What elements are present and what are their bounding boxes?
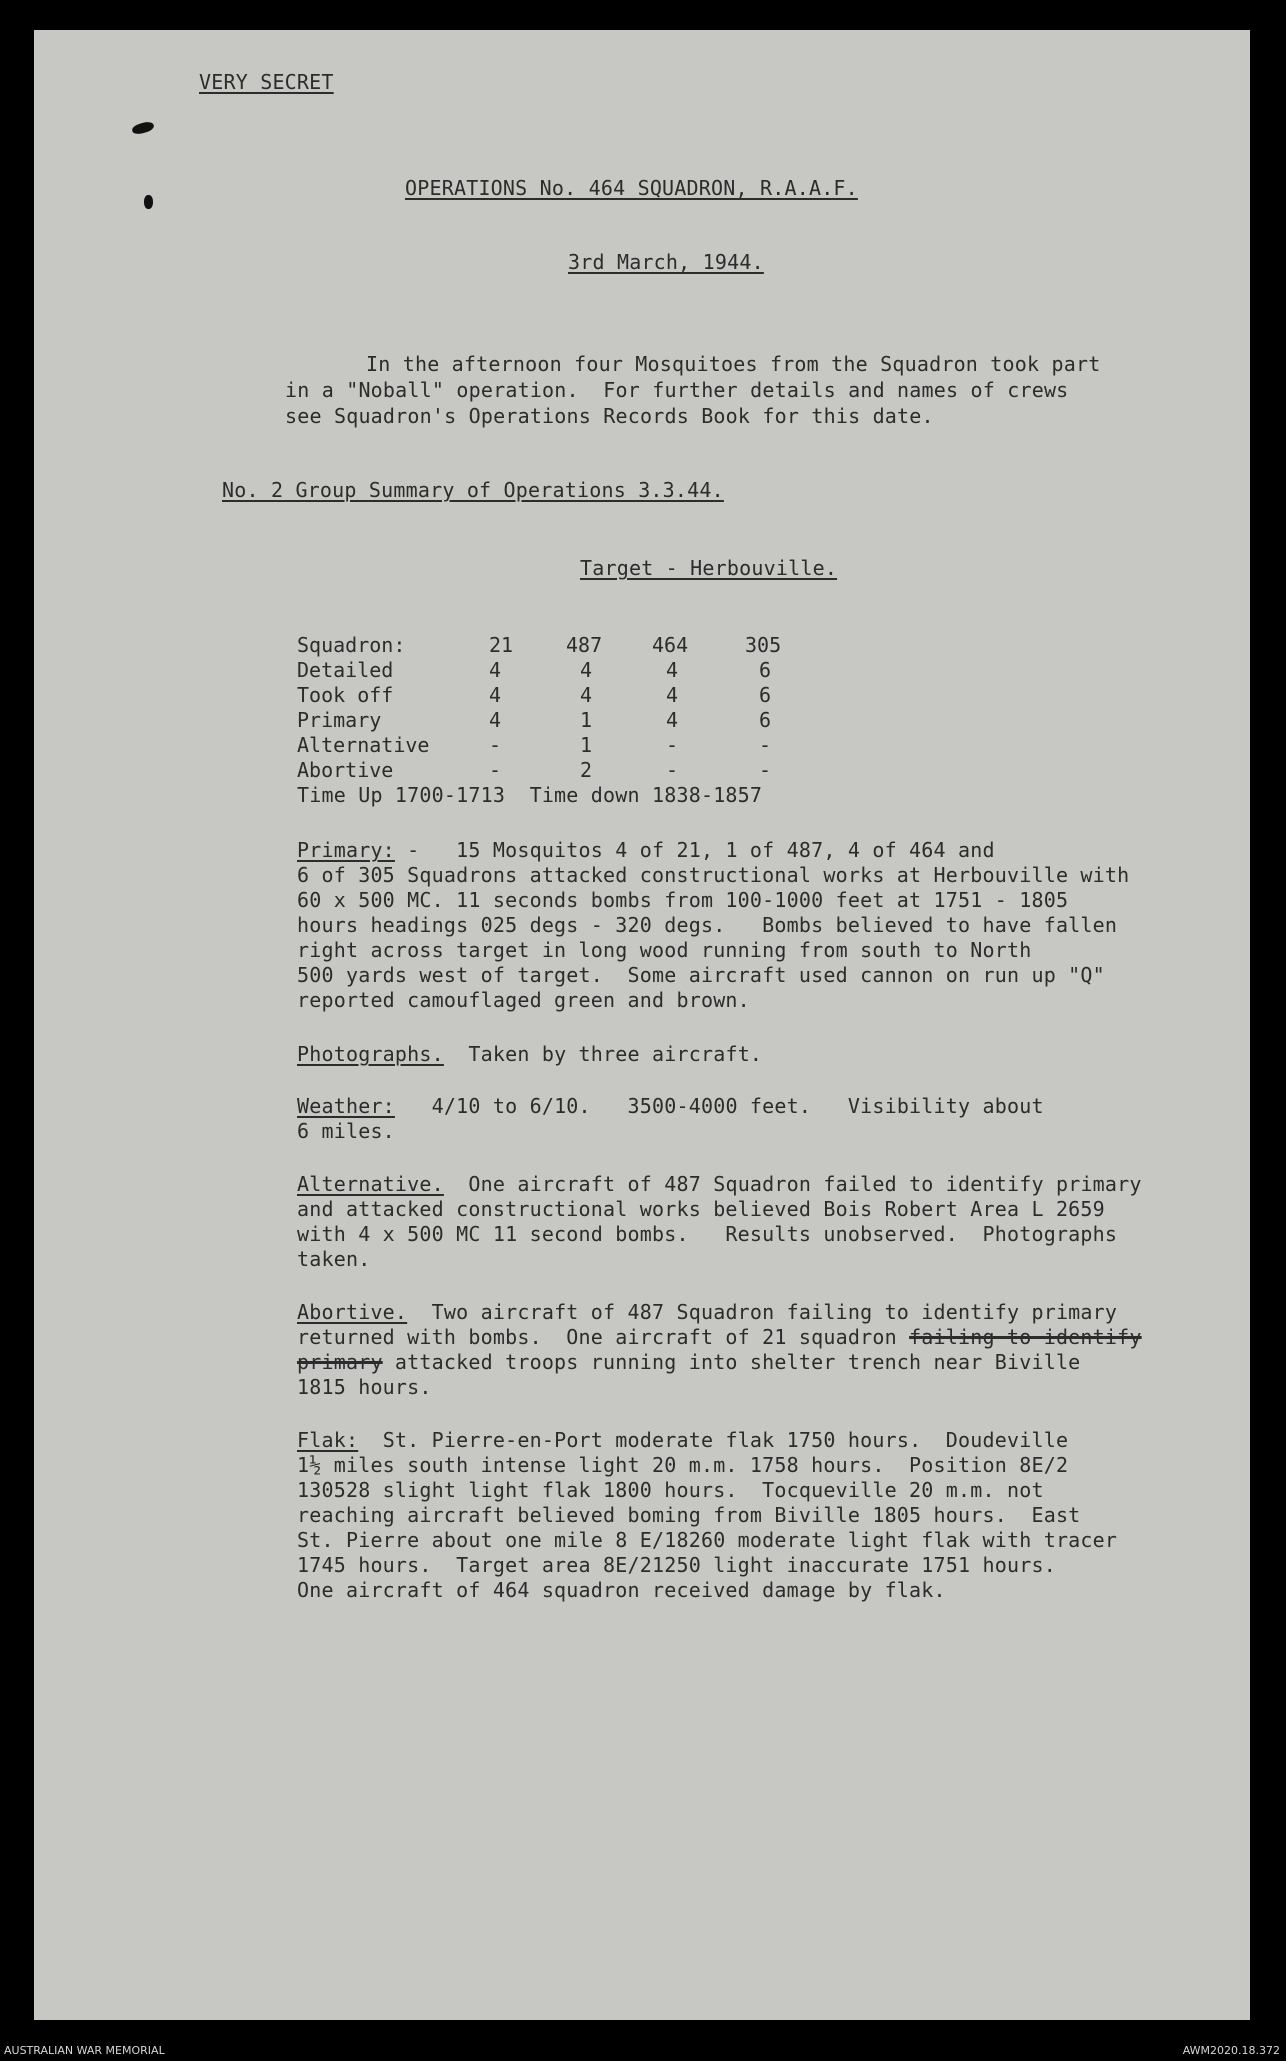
abortive-line-3 [297, 1350, 1080, 1375]
abortive-section [297, 1300, 1117, 1325]
row-label: Squadron: [297, 633, 406, 657]
cell: 6 [759, 708, 772, 732]
alternative-line-2: and attacked constructional works believed Bois Robert Area L 2659 [297, 1197, 1105, 1221]
abortive-line-2-text: returned with bombs. One aircraft of 21 squadron [297, 1325, 910, 1349]
abortive-line-4: 1815 hours. [297, 1375, 432, 1399]
punch-mark-bottom [144, 195, 153, 209]
summary-heading: No. 2 Group Summary of Operations 3.3.44. [222, 478, 724, 502]
cell: 4 [580, 658, 593, 682]
weather-line-2: 6 miles. [297, 1119, 395, 1143]
cell: 1 [580, 733, 593, 757]
target-heading: Target - Herbouville. [580, 556, 838, 580]
primary-line-7: reported camouflaged green and brown. [297, 988, 750, 1012]
intro-line-2: in a "Noball" operation. For further details and names of crews [285, 378, 1069, 402]
primary-line-4: hours headings 025 degs - 320 degs. Bombs believed to have fallen [297, 913, 1118, 937]
cell: 4 [580, 683, 593, 707]
flak-section [297, 1428, 1068, 1453]
cell: 305 [745, 633, 782, 657]
cell: 464 [652, 633, 689, 657]
cell: 6 [759, 658, 772, 682]
flak-line-7: One aircraft of 464 squadron received damage by flak. [297, 1578, 946, 1602]
flak-line-3: 130528 slight light flak 1800 hours. Tocqueville 20 m.m. not [297, 1478, 1044, 1502]
classification-label: VERY SECRET [199, 70, 334, 94]
cell: 4 [666, 683, 679, 707]
footer-left: AUSTRALIAN WAR MEMORIAL [4, 2044, 165, 2057]
flak-line-6: 1745 hours. Target area 8E/21250 light inaccurate 1751 hours. [297, 1553, 1056, 1577]
primary-heading: Primary: [297, 838, 395, 862]
alternative-heading: Alternative. [297, 1172, 444, 1196]
page-title: OPERATIONS No. 464 SQUADRON, R.A.A.F. [405, 176, 858, 200]
alternative-line-4: taken. [297, 1247, 371, 1271]
photographs-text: Taken by three aircraft. [443, 1042, 763, 1066]
cell: 4 [666, 658, 679, 682]
struck-through-text: failing to identify [909, 1325, 1142, 1349]
cell: 6 [759, 683, 772, 707]
document-date: 3rd March, 1944. [568, 250, 764, 274]
abortive-line-1: Two aircraft of 487 Squadron failing to identify primary [407, 1300, 1118, 1324]
primary-section [297, 838, 995, 863]
cell: 4 [666, 708, 679, 732]
cell: 487 [566, 633, 603, 657]
flak-line-4: reaching aircraft believed boming from Biville 1805 hours. East [297, 1503, 1081, 1527]
photographs-section [297, 1042, 762, 1067]
cell: - [666, 733, 679, 757]
primary-line-3: 60 x 500 MC. 11 seconds bombs from 100-1000 feet at 1751 - 1805 [297, 888, 1069, 912]
intro-line-1: In the afternoon four Mosquitoes from the Squadron took part [366, 352, 1101, 376]
flak-line-1: St. Pierre-en-Port moderate flak 1750 hours. Doudeville [358, 1428, 1069, 1452]
alternative-line-1: One aircraft of 487 Squadron failed to identify primary [443, 1172, 1142, 1196]
alternative-line-3: with 4 x 500 MC 11 second bombs. Results unobserved. Photographs [297, 1222, 1118, 1246]
primary-line-1: - 15 Mosquitos 4 of 21, 1 of 487, 4 of 464 and [394, 838, 995, 862]
row-label: Primary [297, 708, 382, 732]
abortive-line-3-text: attacked troops running into shelter trench near Biville [382, 1350, 1081, 1374]
row-label: Abortive [297, 758, 394, 782]
time-up-down: Time Up 1700-1713 Time down 1838-1857 [297, 783, 763, 807]
intro-line-3: see Squadron's Operations Records Book for this date. [285, 404, 934, 428]
cell: 4 [489, 708, 502, 732]
document-page [34, 30, 1250, 2020]
cell: - [759, 758, 772, 782]
cell: 4 [489, 658, 502, 682]
footer-right: AWM2020.18.372 [1182, 2044, 1280, 2057]
cell: 2 [580, 758, 593, 782]
row-label: Alternative [297, 733, 430, 757]
cell: - [666, 758, 679, 782]
flak-line-5: St. Pierre about one mile 8 E/18260 moderate light flak with tracer [297, 1528, 1118, 1552]
cell: - [759, 733, 772, 757]
flak-line-2: 1½ miles south intense light 20 m.m. 1758 hours. Position 8E/2 [297, 1453, 1069, 1477]
flak-heading: Flak: [297, 1428, 359, 1452]
abortive-heading: Abortive. [297, 1300, 408, 1324]
primary-line-2: 6 of 305 Squadrons attacked constructional works at Herbouville with [297, 863, 1130, 887]
primary-line-6: 500 yards west of target. Some aircraft used cannon on run up "Q" [297, 963, 1105, 987]
weather-line-1: 4/10 to 6/10. 3500-4000 feet. Visibility about [394, 1094, 1044, 1118]
row-label: Detailed [297, 658, 394, 682]
weather-section [297, 1094, 1044, 1119]
struck-through-text: primary [297, 1350, 383, 1374]
photographs-heading: Photographs. [297, 1042, 444, 1066]
primary-line-5: right across target in long wood running from south to North [297, 938, 1032, 962]
cell: - [489, 758, 502, 782]
row-label: Took off [297, 683, 394, 707]
cell: 21 [489, 633, 514, 657]
cell: 1 [580, 708, 593, 732]
weather-heading: Weather: [297, 1094, 395, 1118]
abortive-line-2 [297, 1325, 1142, 1350]
cell: 4 [489, 683, 502, 707]
cell: - [489, 733, 502, 757]
alternative-section [297, 1172, 1142, 1197]
